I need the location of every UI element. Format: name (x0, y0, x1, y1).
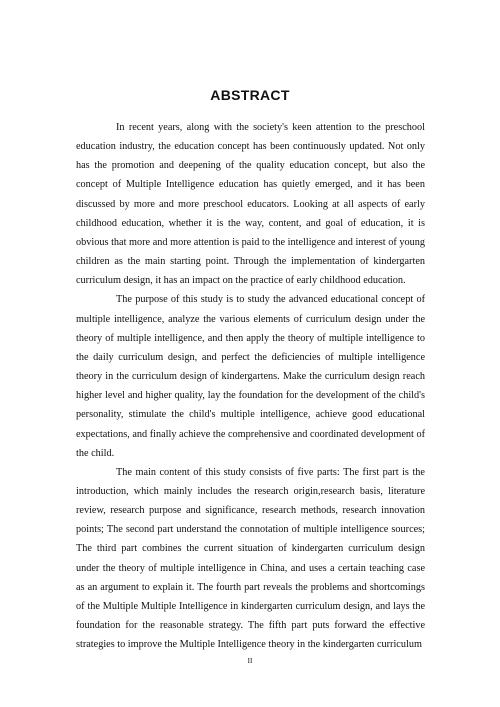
page-title: ABSTRACT (210, 87, 290, 103)
abstract-paragraph-1: In recent years, along with the society's keen attention to the preschool education industry, the education concept has been continuously updated. Not only has the promotion and deepening of the quality education concept, but also the concept of Multiple Intelligence education has quietly emerged, and it has been discussed by more and more preschool educators. Looking at all aspects of early childhood education, whether it is the way, content, and goal of education, it is obvious that more and more attention is paid to the intelligence and interest of young children as the main starting point. Through the implementation of kindergarten curriculum design, it has an impact on the practice of early childhood education. (76, 122, 425, 287)
page-number: II (247, 657, 253, 665)
abstract-paragraph-2: The purpose of this study is to study the advanced educational concept of multiple intelligence, analyze the various elements of curriculum design under the theory of multiple intelligence, and then apply the theory of multiple intelligence to the daily curriculum design, and perfect the deficiencies of multiple intelligence theory in the curriculum design of kindergartens. Make the curriculum design reach higher level and higher quality, lay the foundation for the development of the child's personality, stimulate the child's multiple intelligence, achieve good educational expectations, and finally achieve the comprehensive and coordinated development of the child. (76, 294, 425, 459)
abstract-body (76, 118, 425, 654)
abstract-paragraph-3: The main content of this study consists of five parts: The first part is the introduction, which mainly includes the research origin,research basis, literature review, research purpose and significance, research methods, research innovation points; The second part understand the connotation of multiple intelligence sources; The third part combines the current situation of kindergarten curriculum design under the theory of multiple intelligence in China, and uses a certain teaching case as an argument to explain it. The fourth part reveals the problems and shortcomings of the Multiple Multiple Intelligence in kindergarten curriculum design, and lays the foundation for the reasonable strategy. The fifth part puts forward the effective strategies to improve the Multiple Intelligence theory in the kindergarten curriculum (76, 466, 425, 651)
